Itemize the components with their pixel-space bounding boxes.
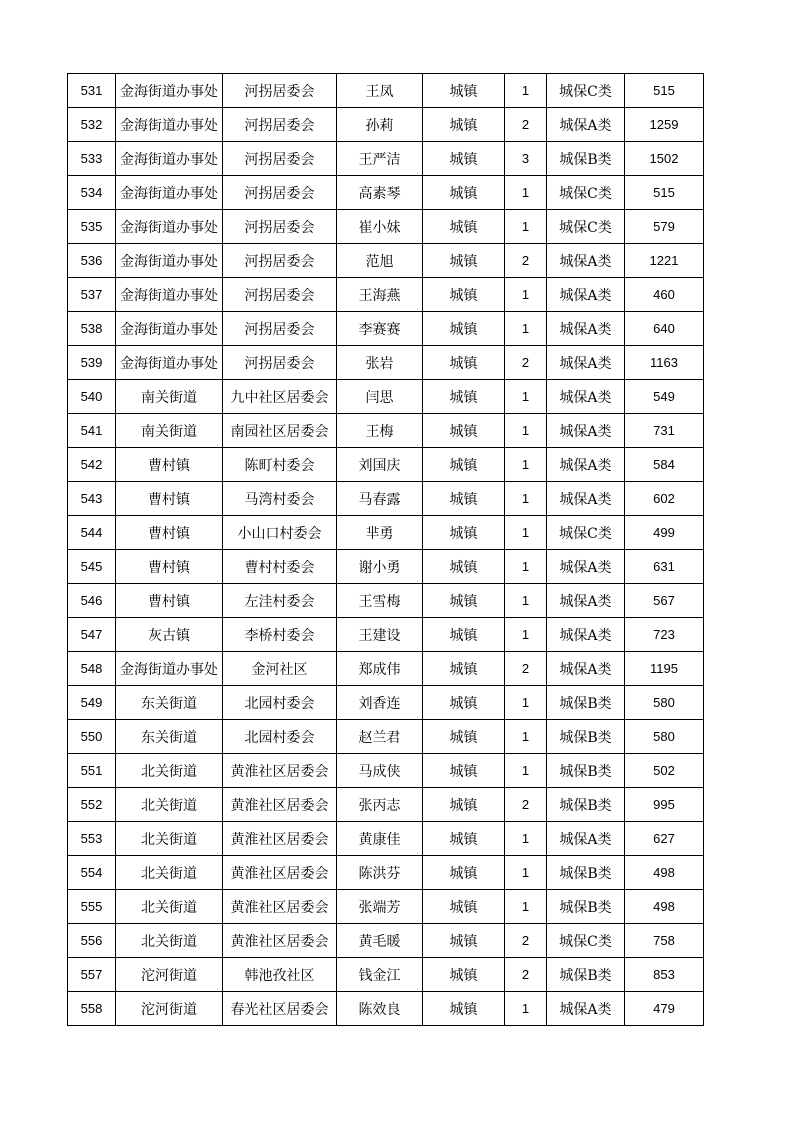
insurance-category-cell: 城保A类 bbox=[547, 346, 625, 380]
household-count-cell: 1 bbox=[505, 890, 547, 924]
table-row bbox=[68, 482, 704, 516]
insurance-category-cell: 城保C类 bbox=[547, 176, 625, 210]
street-office-cell: 金海街道办事处 bbox=[116, 210, 223, 244]
table-row bbox=[68, 754, 704, 788]
table-row bbox=[68, 312, 704, 346]
household-count-cell: 2 bbox=[505, 652, 547, 686]
amount-cell: 580 bbox=[625, 686, 704, 720]
community-cell: 南园社区居委会 bbox=[223, 414, 337, 448]
amount-cell: 853 bbox=[625, 958, 704, 992]
insurance-category-cell: 城保C类 bbox=[547, 924, 625, 958]
row-number-cell: 557 bbox=[68, 958, 116, 992]
table-row bbox=[68, 176, 704, 210]
area-type-cell: 城镇 bbox=[423, 720, 505, 754]
row-number-cell: 534 bbox=[68, 176, 116, 210]
community-cell: 李桥村委会 bbox=[223, 618, 337, 652]
area-type-cell: 城镇 bbox=[423, 788, 505, 822]
community-cell: 河拐居委会 bbox=[223, 142, 337, 176]
table-row bbox=[68, 890, 704, 924]
street-office-cell: 东关街道 bbox=[116, 686, 223, 720]
row-number-cell: 538 bbox=[68, 312, 116, 346]
table-row bbox=[68, 856, 704, 890]
amount-cell: 498 bbox=[625, 890, 704, 924]
table-body bbox=[68, 74, 704, 1026]
street-office-cell: 曹村镇 bbox=[116, 482, 223, 516]
name-cell: 刘香连 bbox=[337, 686, 423, 720]
household-count-cell: 1 bbox=[505, 618, 547, 652]
amount-cell: 631 bbox=[625, 550, 704, 584]
row-number-cell: 545 bbox=[68, 550, 116, 584]
household-count-cell: 3 bbox=[505, 142, 547, 176]
row-number-cell: 542 bbox=[68, 448, 116, 482]
name-cell: 郑成伟 bbox=[337, 652, 423, 686]
street-office-cell: 曹村镇 bbox=[116, 448, 223, 482]
area-type-cell: 城镇 bbox=[423, 244, 505, 278]
household-count-cell: 1 bbox=[505, 278, 547, 312]
row-number-cell: 537 bbox=[68, 278, 116, 312]
amount-cell: 723 bbox=[625, 618, 704, 652]
household-count-cell: 1 bbox=[505, 992, 547, 1026]
table-row bbox=[68, 958, 704, 992]
community-cell: 小山口村委会 bbox=[223, 516, 337, 550]
name-cell: 崔小妹 bbox=[337, 210, 423, 244]
row-number-cell: 548 bbox=[68, 652, 116, 686]
area-type-cell: 城镇 bbox=[423, 74, 505, 108]
community-cell: 河拐居委会 bbox=[223, 108, 337, 142]
area-type-cell: 城镇 bbox=[423, 278, 505, 312]
household-count-cell: 1 bbox=[505, 312, 547, 346]
area-type-cell: 城镇 bbox=[423, 516, 505, 550]
insurance-category-cell: 城保C类 bbox=[547, 516, 625, 550]
name-cell: 闫思 bbox=[337, 380, 423, 414]
amount-cell: 640 bbox=[625, 312, 704, 346]
street-office-cell: 金海街道办事处 bbox=[116, 652, 223, 686]
amount-cell: 567 bbox=[625, 584, 704, 618]
row-number-cell: 533 bbox=[68, 142, 116, 176]
name-cell: 王海燕 bbox=[337, 278, 423, 312]
amount-cell: 499 bbox=[625, 516, 704, 550]
amount-cell: 515 bbox=[625, 74, 704, 108]
name-cell: 陈效良 bbox=[337, 992, 423, 1026]
name-cell: 王梅 bbox=[337, 414, 423, 448]
community-cell: 黄淮社区居委会 bbox=[223, 856, 337, 890]
community-cell: 河拐居委会 bbox=[223, 176, 337, 210]
name-cell: 王严洁 bbox=[337, 142, 423, 176]
household-count-cell: 2 bbox=[505, 346, 547, 380]
table-row bbox=[68, 448, 704, 482]
table-row bbox=[68, 652, 704, 686]
insurance-category-cell: 城保B类 bbox=[547, 754, 625, 788]
name-cell: 王雪梅 bbox=[337, 584, 423, 618]
amount-cell: 460 bbox=[625, 278, 704, 312]
household-count-cell: 2 bbox=[505, 958, 547, 992]
amount-cell: 580 bbox=[625, 720, 704, 754]
name-cell: 孙莉 bbox=[337, 108, 423, 142]
community-cell: 河拐居委会 bbox=[223, 312, 337, 346]
street-office-cell: 南关街道 bbox=[116, 380, 223, 414]
insurance-category-cell: 城保A类 bbox=[547, 108, 625, 142]
street-office-cell: 曹村镇 bbox=[116, 516, 223, 550]
street-office-cell: 北关街道 bbox=[116, 822, 223, 856]
insurance-category-cell: 城保A类 bbox=[547, 584, 625, 618]
household-count-cell: 1 bbox=[505, 822, 547, 856]
table-row bbox=[68, 686, 704, 720]
table-row bbox=[68, 380, 704, 414]
area-type-cell: 城镇 bbox=[423, 754, 505, 788]
community-cell: 春光社区居委会 bbox=[223, 992, 337, 1026]
insurance-category-cell: 城保A类 bbox=[547, 380, 625, 414]
insurance-category-cell: 城保C类 bbox=[547, 210, 625, 244]
row-number-cell: 532 bbox=[68, 108, 116, 142]
amount-cell: 502 bbox=[625, 754, 704, 788]
street-office-cell: 曹村镇 bbox=[116, 584, 223, 618]
amount-cell: 584 bbox=[625, 448, 704, 482]
household-count-cell: 1 bbox=[505, 176, 547, 210]
insurance-category-cell: 城保B类 bbox=[547, 686, 625, 720]
street-office-cell: 北关街道 bbox=[116, 754, 223, 788]
name-cell: 张岩 bbox=[337, 346, 423, 380]
household-count-cell: 1 bbox=[505, 448, 547, 482]
insurance-category-cell: 城保B类 bbox=[547, 958, 625, 992]
household-count-cell: 1 bbox=[505, 210, 547, 244]
row-number-cell: 539 bbox=[68, 346, 116, 380]
area-type-cell: 城镇 bbox=[423, 958, 505, 992]
table-row bbox=[68, 244, 704, 278]
amount-cell: 479 bbox=[625, 992, 704, 1026]
row-number-cell: 536 bbox=[68, 244, 116, 278]
area-type-cell: 城镇 bbox=[423, 448, 505, 482]
name-cell: 黄毛暖 bbox=[337, 924, 423, 958]
insurance-category-cell: 城保B类 bbox=[547, 856, 625, 890]
name-cell: 高素琴 bbox=[337, 176, 423, 210]
amount-cell: 1163 bbox=[625, 346, 704, 380]
table-row bbox=[68, 74, 704, 108]
area-type-cell: 城镇 bbox=[423, 584, 505, 618]
insurance-category-cell: 城保A类 bbox=[547, 244, 625, 278]
household-count-cell: 1 bbox=[505, 380, 547, 414]
community-cell: 曹村村委会 bbox=[223, 550, 337, 584]
area-type-cell: 城镇 bbox=[423, 312, 505, 346]
row-number-cell: 535 bbox=[68, 210, 116, 244]
area-type-cell: 城镇 bbox=[423, 414, 505, 448]
amount-cell: 1195 bbox=[625, 652, 704, 686]
household-count-cell: 1 bbox=[505, 516, 547, 550]
street-office-cell: 东关街道 bbox=[116, 720, 223, 754]
household-count-cell: 1 bbox=[505, 856, 547, 890]
household-count-cell: 2 bbox=[505, 788, 547, 822]
household-count-cell: 1 bbox=[505, 584, 547, 618]
name-cell: 谢小勇 bbox=[337, 550, 423, 584]
table-row bbox=[68, 550, 704, 584]
table-row bbox=[68, 346, 704, 380]
household-count-cell: 1 bbox=[505, 686, 547, 720]
amount-cell: 1259 bbox=[625, 108, 704, 142]
row-number-cell: 555 bbox=[68, 890, 116, 924]
community-cell: 北园村委会 bbox=[223, 720, 337, 754]
community-cell: 河拐居委会 bbox=[223, 244, 337, 278]
table-row bbox=[68, 618, 704, 652]
household-count-cell: 1 bbox=[505, 482, 547, 516]
street-office-cell: 金海街道办事处 bbox=[116, 312, 223, 346]
insurance-category-cell: 城保A类 bbox=[547, 448, 625, 482]
amount-cell: 731 bbox=[625, 414, 704, 448]
community-cell: 黄淮社区居委会 bbox=[223, 822, 337, 856]
community-cell: 马湾村委会 bbox=[223, 482, 337, 516]
row-number-cell: 556 bbox=[68, 924, 116, 958]
community-cell: 北园村委会 bbox=[223, 686, 337, 720]
amount-cell: 758 bbox=[625, 924, 704, 958]
area-type-cell: 城镇 bbox=[423, 380, 505, 414]
street-office-cell: 北关街道 bbox=[116, 924, 223, 958]
name-cell: 王建设 bbox=[337, 618, 423, 652]
area-type-cell: 城镇 bbox=[423, 822, 505, 856]
table-row bbox=[68, 822, 704, 856]
community-cell: 金河社区 bbox=[223, 652, 337, 686]
community-cell: 左洼村委会 bbox=[223, 584, 337, 618]
table-row bbox=[68, 516, 704, 550]
area-type-cell: 城镇 bbox=[423, 176, 505, 210]
name-cell: 芈勇 bbox=[337, 516, 423, 550]
table-row bbox=[68, 142, 704, 176]
household-count-cell: 2 bbox=[505, 108, 547, 142]
community-cell: 黄淮社区居委会 bbox=[223, 890, 337, 924]
row-number-cell: 553 bbox=[68, 822, 116, 856]
row-number-cell: 547 bbox=[68, 618, 116, 652]
row-number-cell: 554 bbox=[68, 856, 116, 890]
insurance-category-cell: 城保A类 bbox=[547, 312, 625, 346]
insurance-category-cell: 城保A类 bbox=[547, 618, 625, 652]
household-count-cell: 2 bbox=[505, 924, 547, 958]
amount-cell: 602 bbox=[625, 482, 704, 516]
community-cell: 河拐居委会 bbox=[223, 210, 337, 244]
insurance-category-cell: 城保A类 bbox=[547, 278, 625, 312]
community-cell: 黄淮社区居委会 bbox=[223, 788, 337, 822]
table-row bbox=[68, 414, 704, 448]
name-cell: 赵兰君 bbox=[337, 720, 423, 754]
area-type-cell: 城镇 bbox=[423, 618, 505, 652]
street-office-cell: 金海街道办事处 bbox=[116, 142, 223, 176]
area-type-cell: 城镇 bbox=[423, 482, 505, 516]
table-row bbox=[68, 108, 704, 142]
area-type-cell: 城镇 bbox=[423, 992, 505, 1026]
amount-cell: 1221 bbox=[625, 244, 704, 278]
amount-cell: 995 bbox=[625, 788, 704, 822]
street-office-cell: 北关街道 bbox=[116, 890, 223, 924]
name-cell: 钱金江 bbox=[337, 958, 423, 992]
amount-cell: 498 bbox=[625, 856, 704, 890]
household-count-cell: 1 bbox=[505, 754, 547, 788]
area-type-cell: 城镇 bbox=[423, 550, 505, 584]
amount-cell: 627 bbox=[625, 822, 704, 856]
row-number-cell: 550 bbox=[68, 720, 116, 754]
community-cell: 黄淮社区居委会 bbox=[223, 924, 337, 958]
street-office-cell: 曹村镇 bbox=[116, 550, 223, 584]
insurance-category-cell: 城保A类 bbox=[547, 992, 625, 1026]
community-cell: 九中社区居委会 bbox=[223, 380, 337, 414]
area-type-cell: 城镇 bbox=[423, 856, 505, 890]
insurance-category-cell: 城保A类 bbox=[547, 482, 625, 516]
area-type-cell: 城镇 bbox=[423, 890, 505, 924]
row-number-cell: 543 bbox=[68, 482, 116, 516]
area-type-cell: 城镇 bbox=[423, 210, 505, 244]
street-office-cell: 沱河街道 bbox=[116, 992, 223, 1026]
name-cell: 王凤 bbox=[337, 74, 423, 108]
street-office-cell: 沱河街道 bbox=[116, 958, 223, 992]
household-count-cell: 1 bbox=[505, 74, 547, 108]
amount-cell: 1502 bbox=[625, 142, 704, 176]
row-number-cell: 549 bbox=[68, 686, 116, 720]
data-table bbox=[67, 73, 704, 1026]
community-cell: 黄淮社区居委会 bbox=[223, 754, 337, 788]
row-number-cell: 551 bbox=[68, 754, 116, 788]
community-cell: 陈町村委会 bbox=[223, 448, 337, 482]
insurance-category-cell: 城保B类 bbox=[547, 142, 625, 176]
row-number-cell: 546 bbox=[68, 584, 116, 618]
street-office-cell: 金海街道办事处 bbox=[116, 346, 223, 380]
name-cell: 陈洪芬 bbox=[337, 856, 423, 890]
street-office-cell: 北关街道 bbox=[116, 788, 223, 822]
household-count-cell: 1 bbox=[505, 720, 547, 754]
name-cell: 张丙志 bbox=[337, 788, 423, 822]
insurance-category-cell: 城保A类 bbox=[547, 822, 625, 856]
table-row bbox=[68, 720, 704, 754]
table-row bbox=[68, 924, 704, 958]
insurance-category-cell: 城保B类 bbox=[547, 788, 625, 822]
street-office-cell: 金海街道办事处 bbox=[116, 278, 223, 312]
street-office-cell: 金海街道办事处 bbox=[116, 176, 223, 210]
insurance-category-cell: 城保A类 bbox=[547, 550, 625, 584]
community-cell: 河拐居委会 bbox=[223, 278, 337, 312]
row-number-cell: 544 bbox=[68, 516, 116, 550]
row-number-cell: 558 bbox=[68, 992, 116, 1026]
street-office-cell: 金海街道办事处 bbox=[116, 74, 223, 108]
area-type-cell: 城镇 bbox=[423, 108, 505, 142]
amount-cell: 579 bbox=[625, 210, 704, 244]
household-count-cell: 2 bbox=[505, 244, 547, 278]
insurance-category-cell: 城保A类 bbox=[547, 652, 625, 686]
street-office-cell: 金海街道办事处 bbox=[116, 108, 223, 142]
insurance-category-cell: 城保B类 bbox=[547, 720, 625, 754]
community-cell: 河拐居委会 bbox=[223, 74, 337, 108]
community-cell: 河拐居委会 bbox=[223, 346, 337, 380]
name-cell: 黄康佳 bbox=[337, 822, 423, 856]
area-type-cell: 城镇 bbox=[423, 346, 505, 380]
area-type-cell: 城镇 bbox=[423, 924, 505, 958]
row-number-cell: 541 bbox=[68, 414, 116, 448]
row-number-cell: 531 bbox=[68, 74, 116, 108]
name-cell: 张端芳 bbox=[337, 890, 423, 924]
insurance-category-cell: 城保C类 bbox=[547, 74, 625, 108]
amount-cell: 549 bbox=[625, 380, 704, 414]
row-number-cell: 552 bbox=[68, 788, 116, 822]
table-row bbox=[68, 278, 704, 312]
street-office-cell: 北关街道 bbox=[116, 856, 223, 890]
name-cell: 马春露 bbox=[337, 482, 423, 516]
area-type-cell: 城镇 bbox=[423, 652, 505, 686]
street-office-cell: 灰古镇 bbox=[116, 618, 223, 652]
household-count-cell: 1 bbox=[505, 550, 547, 584]
area-type-cell: 城镇 bbox=[423, 686, 505, 720]
row-number-cell: 540 bbox=[68, 380, 116, 414]
area-type-cell: 城镇 bbox=[423, 142, 505, 176]
name-cell: 刘国庆 bbox=[337, 448, 423, 482]
street-office-cell: 南关街道 bbox=[116, 414, 223, 448]
table-row bbox=[68, 584, 704, 618]
street-office-cell: 金海街道办事处 bbox=[116, 244, 223, 278]
community-cell: 韩池孜社区 bbox=[223, 958, 337, 992]
amount-cell: 515 bbox=[625, 176, 704, 210]
insurance-category-cell: 城保B类 bbox=[547, 890, 625, 924]
name-cell: 范旭 bbox=[337, 244, 423, 278]
table-row bbox=[68, 788, 704, 822]
table-row bbox=[68, 210, 704, 244]
table-row bbox=[68, 992, 704, 1026]
name-cell: 马成侠 bbox=[337, 754, 423, 788]
insurance-category-cell: 城保A类 bbox=[547, 414, 625, 448]
household-count-cell: 1 bbox=[505, 414, 547, 448]
name-cell: 李赛赛 bbox=[337, 312, 423, 346]
